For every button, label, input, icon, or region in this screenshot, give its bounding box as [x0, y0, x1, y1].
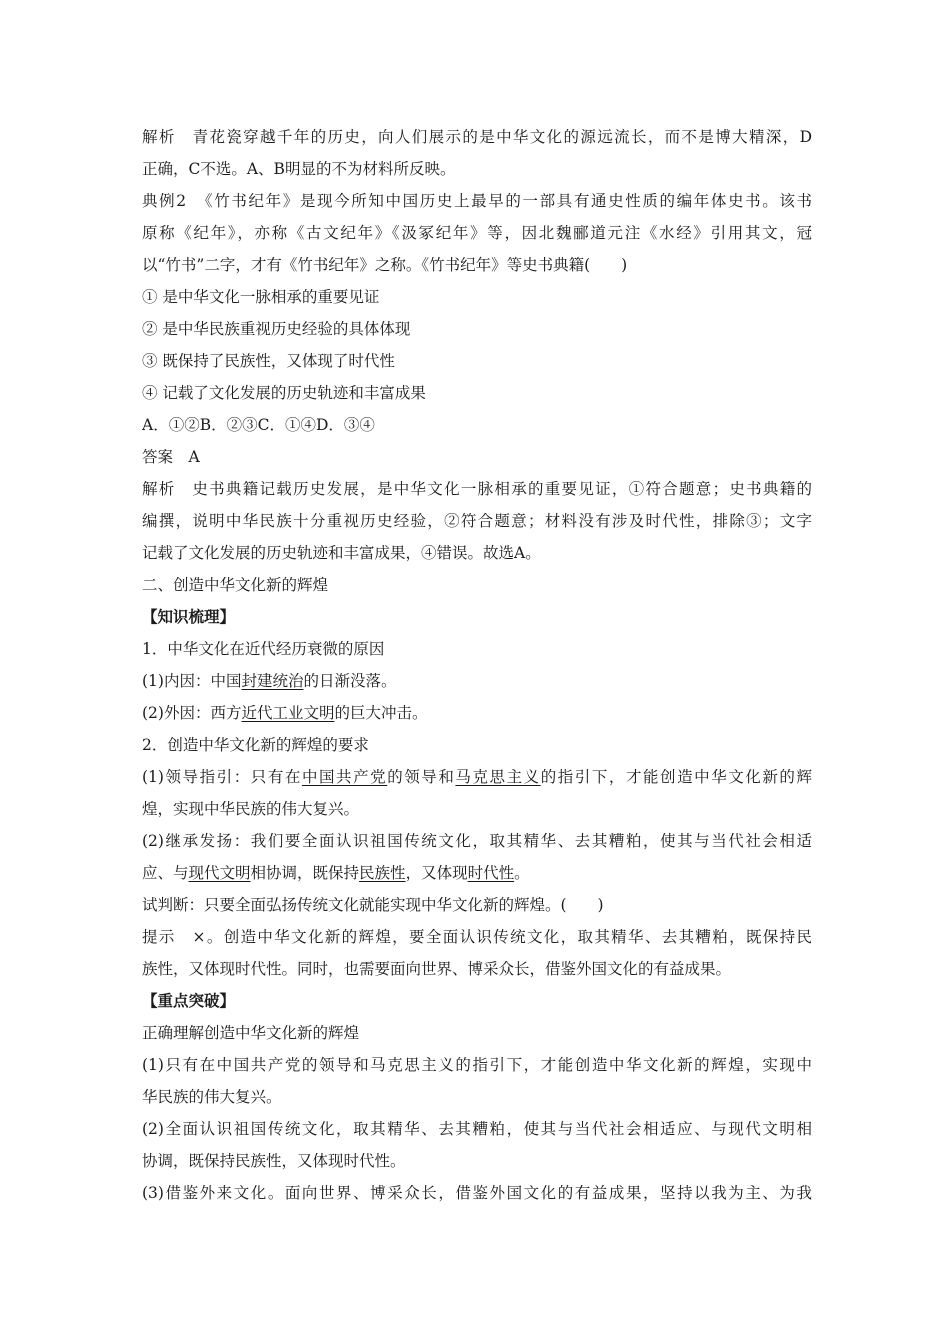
statement-item: ④ 记载了文化发展的历史轨迹和丰富成果	[142, 384, 426, 402]
underlined-term: 民族性	[359, 864, 406, 882]
underlined-term: 近代工业文明	[241, 704, 335, 722]
key-point-item: (2)全面认识祖国传统文化，取其精华、去其糟粕，使其与当代社会相适应、与现代文明相	[142, 1120, 812, 1138]
point-title: 2．创造中华文化新的辉煌的要求	[142, 736, 369, 754]
knowledge-tag: 【知识梳理】	[142, 607, 236, 626]
point-item: (2)外因：西方近代工业文明的巨大冲击。	[142, 704, 428, 722]
point-item-continued: 煌，实现中华民族的伟大复兴。	[142, 800, 360, 818]
section-heading: 二、创造中华文化新的辉煌	[142, 576, 329, 594]
example-question-line: 以“竹书”二字，才有《竹书纪年》之称。《竹书纪年》等史书典籍( )	[142, 256, 628, 274]
point-item-continued: 应、与现代文明相协调，既保持民族性，又体现时代性。	[142, 864, 530, 882]
key-points-title: 正确理解创造中华文化新的辉煌	[142, 1024, 360, 1042]
analysis-line: 记载了文化发展的历史轨迹和丰富成果，④错误。故选A。	[142, 544, 541, 562]
underlined-term: 马克思主义	[455, 768, 541, 786]
point-item: (2)继承发扬：我们要全面认识祖国传统文化，取其精华、去其糟粕，使其与当代社会相适	[142, 832, 812, 850]
underlined-term: 现代文明	[188, 864, 251, 882]
key-point-item-continued: 华民族的伟大复兴。	[142, 1088, 282, 1106]
point-item: (1)领导指引：只有在中国共产党的领导和马克思主义的指引下，才能创造中华文化新的辉	[142, 768, 812, 786]
analysis-line: 正确，C不选。A、B明显的不为材料所反映。	[142, 160, 456, 178]
underlined-term: 中国共产党	[301, 768, 388, 786]
statement-item: ② 是中华民族重视历史经验的具体体现	[142, 320, 411, 338]
answer-line: 答案 A	[142, 448, 200, 466]
hint-line: 族性，又体现时代性。同时，也需要面向世界、博采众长，借鉴外国文化的有益成果。	[142, 960, 732, 978]
key-point-item-continued: 协调，既保持民族性，又体现时代性。	[142, 1152, 406, 1170]
statement-item: ③ 既保持了民族性，又体现了时代性	[142, 352, 395, 370]
underlined-term: 时代性	[467, 864, 515, 882]
answer-options: A．①②B．②③C．①④D．③④	[142, 416, 375, 434]
analysis-line: 解析 青花瓷穿越千年的历史，向人们展示的是中华文化的源远流长，而不是博大精深，D	[142, 128, 812, 146]
key-point-item: (3)借鉴外来文化。面向世界、博采众长，借鉴外国文化的有益成果，坚持以我为主、为我	[142, 1184, 812, 1202]
underlined-term: 封建统治	[241, 672, 304, 690]
document-page	[142, 121, 812, 1209]
statement-item: ① 是中华文化一脉相承的重要见证	[142, 288, 380, 306]
judge-question: 试判断：只要全面弘扬传统文化就能实现中华文化新的辉煌。( )	[142, 896, 604, 914]
analysis-line: 编撰，说明中华民族十分重视历史经验，②符合题意；材料没有涉及时代性，排除③；文字	[142, 512, 812, 530]
analysis-line: 解析 史书典籍记载历史发展，是中华文化一脉相承的重要见证，①符合题意；史书典籍的	[142, 480, 812, 498]
point-title: 1．中华文化在近代经历衰微的原因	[142, 640, 385, 658]
key-points-tag: 【重点突破】	[142, 991, 236, 1010]
example-question-line: 典例2 《竹书纪年》是现今所知中国历史上最早的一部具有通史性质的编年体史书。该书	[142, 192, 812, 210]
point-item: (1)内因：中国封建统治的日渐没落。	[142, 672, 397, 690]
key-point-item: (1)只有在中国共产党的领导和马克思主义的指引下，才能创造中华文化新的辉煌，实现中	[142, 1056, 812, 1074]
hint-line: 提示 ×。创造中华文化新的辉煌，要全面认识传统文化，取其精华、去其糟粕，既保持民	[142, 928, 812, 946]
example-question-line: 原称《纪年》，亦称《古文纪年》《汲冢纪年》等，因北魏郦道元注《水经》引用其文，冠	[142, 224, 812, 242]
